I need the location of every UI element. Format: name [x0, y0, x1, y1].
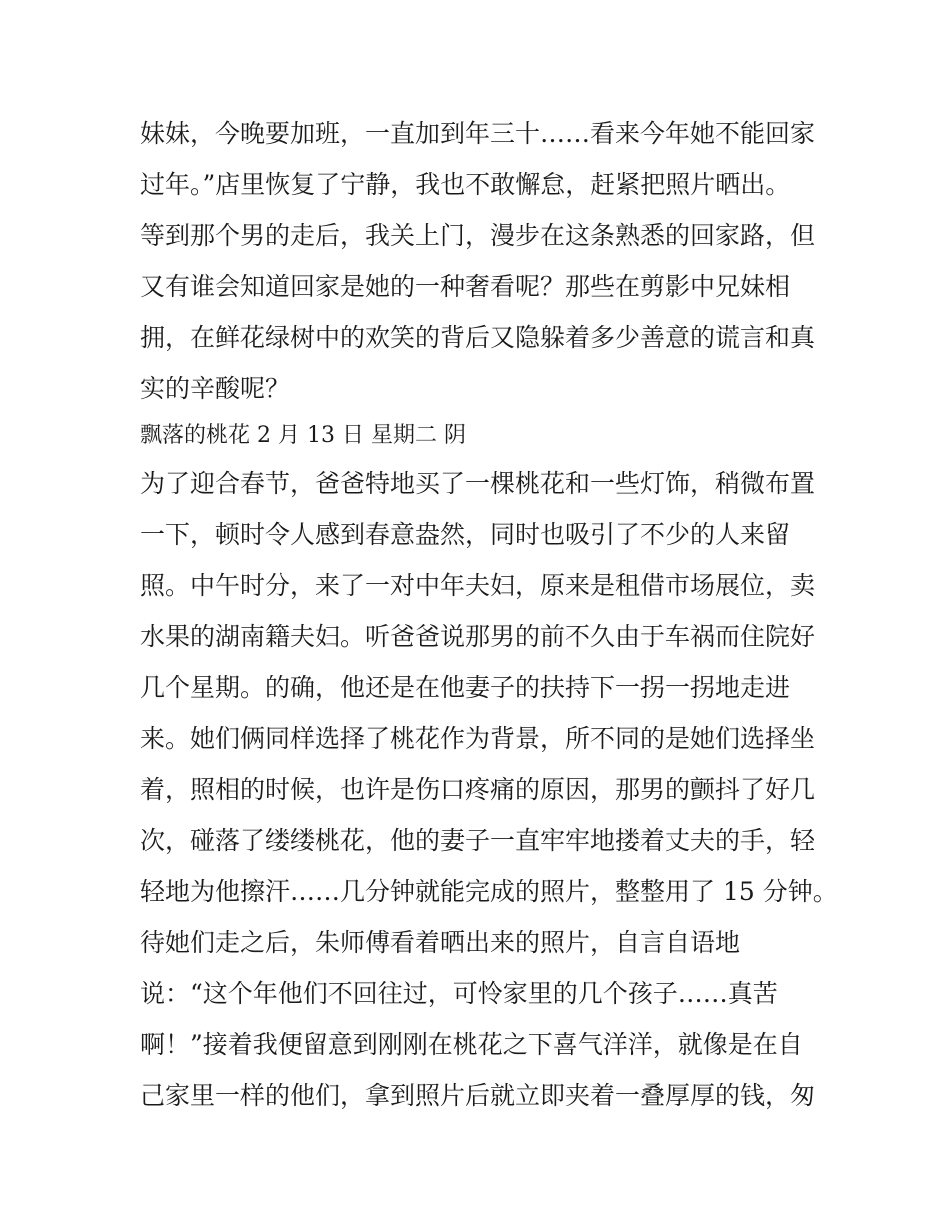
- text-line: 一下，顿时令人感到春意盎然，同时也吸引了不少的人来留: [140, 520, 791, 549]
- text-line: 水果的湖南籍夫妇。听爸爸说那男的前不久由于车祸而住院好: [140, 622, 816, 651]
- text-line: 妹妹，今晚要加班，一直加到年三十……看来今年她不能回家: [140, 119, 816, 148]
- text-line: 啊！”接着我便留意到刚刚在桃花之下喜气洋洋，就像是在自: [140, 1030, 803, 1059]
- text-line: 拥，在鲜花绿树中的欢笑的背后又隐躲着多少善意的谎言和真: [140, 323, 816, 352]
- text-line: 说：“这个年他们不回往过，可怜家里的几个孩子……真苦: [140, 979, 778, 1008]
- text-line: 轻地为他擦汗……几分钟就能完成的照片，整整用了 15 分钟。: [140, 877, 838, 906]
- text-line: 又有谁会知道回家是她的一种奢看呢？那些在剪影中兄妹相: [140, 272, 791, 301]
- text-line: 过年。”店里恢复了宁静，我也不敢懈怠，赶紧把照片晒出。: [140, 170, 791, 199]
- document-body: [140, 108, 838, 1121]
- text-line: 己家里一样的他们，拿到照片后就立即夹着一叠厚厚的钱，匆: [140, 1081, 816, 1110]
- text-line: 照。中午时分，来了一对中年夫妇，原来是租借市场展位，卖: [140, 571, 816, 600]
- text-line: 为了迎合春节，爸爸特地买了一棵桃花和一些灯饰，稍微布置: [140, 469, 816, 498]
- text-line: 着，照相的时候，也许是伤口疼痛的原因，那男的颤抖了好几: [140, 775, 816, 804]
- text-line: 实的辛酸呢？: [140, 374, 291, 403]
- text-line: 等到那个男的走后，我关上门，漫步在这条熟悉的回家路，但: [140, 221, 816, 250]
- entry-heading: 飘落的桃花 2 月 13 日 星期二 阴: [140, 423, 466, 448]
- text-line: 次，碰落了缕缕桃花，他的妻子一直牢牢地搂着丈夫的手，轻: [140, 826, 816, 855]
- text-line: 几个星期。的确，他还是在他妻子的扶持下一拐一拐地走进: [140, 673, 791, 702]
- text-line: 来。她们俩同样选择了桃花作为背景，所不同的是她们选择坐: [140, 724, 816, 753]
- text-line: 待她们走之后，朱师傅看着晒出来的照片，自言自语地: [140, 928, 741, 957]
